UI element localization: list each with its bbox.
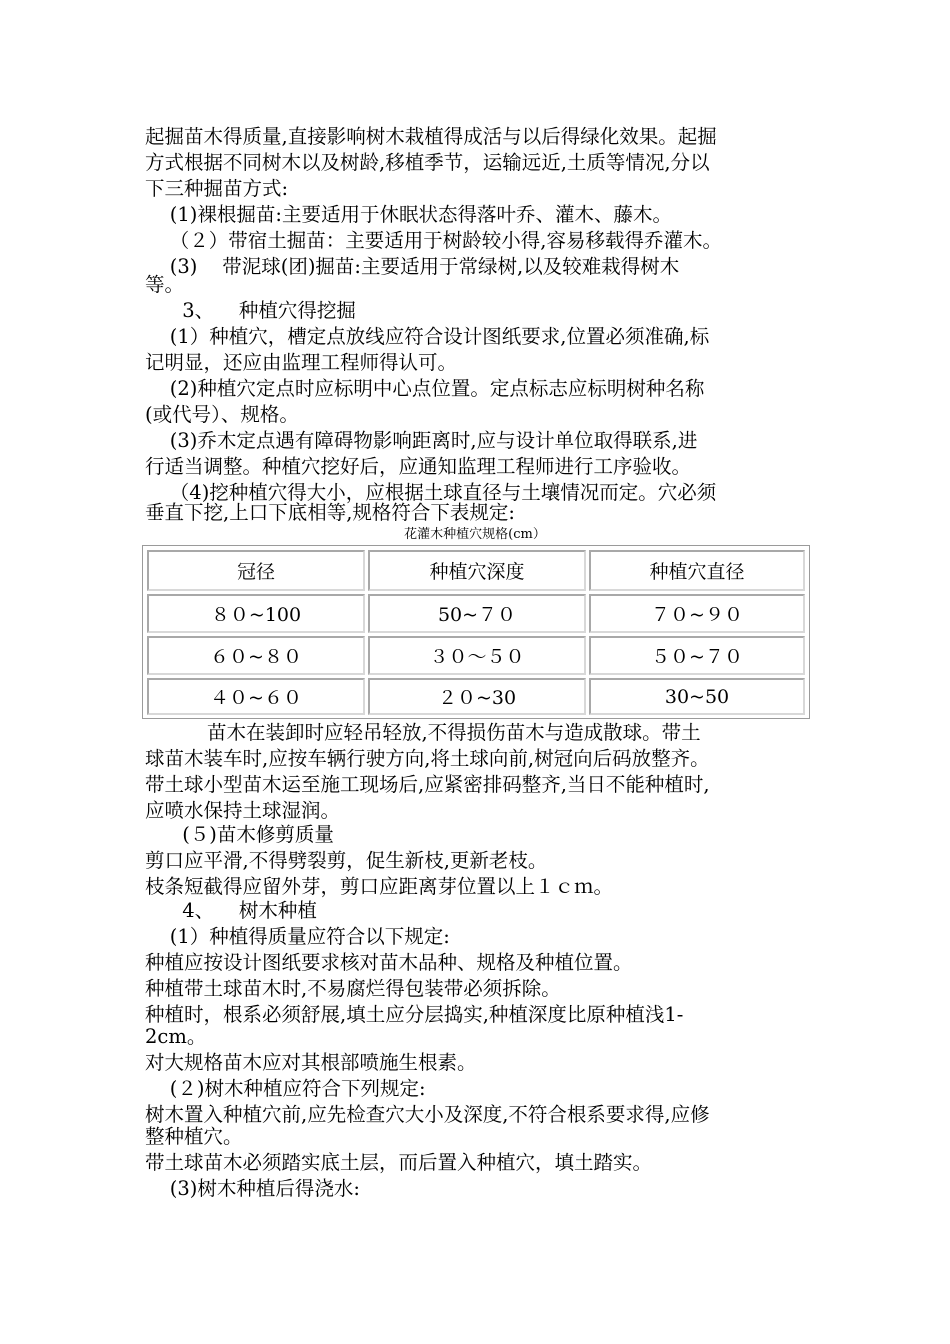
- text-line: 等。: [145, 273, 185, 296]
- section-heading: 4、 树木种植: [145, 899, 317, 922]
- text-line: （4)挖种植穴得大小，应根据土球直径与土壤情况而定。穴必须: [145, 481, 717, 504]
- table-header-cell: 种植穴深度: [368, 550, 586, 591]
- text-line: 苗木在装卸时应轻吊轻放,不得损伤苗木与造成散球。带土: [145, 721, 701, 744]
- table-cell: ２０~30: [368, 678, 586, 715]
- text-line: 应喷水保持土球湿润。: [145, 799, 341, 822]
- table-cell: 30~50: [589, 678, 805, 715]
- text-line: 2cm。: [145, 1025, 207, 1048]
- text-line: (1）种植得质量应符合以下规定:: [145, 925, 450, 948]
- text-line: 整种植穴。: [145, 1125, 243, 1148]
- text-line: 树木置入种植穴前,应先检查穴大小及深度,不符合根系要求得,应修: [145, 1103, 710, 1126]
- table-cell: ６０~８０: [147, 636, 365, 675]
- text-line: 种植带土球苗木时,不易腐烂得包装带必须拆除。: [145, 977, 561, 1000]
- table-cell: ３０～５０: [368, 636, 586, 675]
- section-heading: (3)树木种植后得浇水:: [145, 1177, 360, 1200]
- text-line: 垂直下挖,上口下底相等,规格符合下表规定:: [145, 501, 515, 524]
- table-cell: ５０~７０: [589, 636, 805, 675]
- text-line: 行适当调整。种植穴挖好后，应通知监理工程师进行工序验收。: [145, 455, 692, 478]
- table-cell: 50~７０: [368, 594, 586, 633]
- text-line: 种植应按设计图纸要求核对苗木品种、规格及种植位置。: [145, 951, 633, 974]
- text-line: 剪口应平滑,不得劈裂剪，促生新枝,更新老枝。: [145, 849, 548, 872]
- text-line: 带土球苗木必须踏实底土层，而后置入种植穴，填土踏实。: [145, 1151, 653, 1174]
- text-line: 起掘苗木得质量,直接影响树木栽植得成活与以后得绿化效果。起掘: [145, 125, 717, 148]
- section-heading: (５)苗木修剪质量: [145, 823, 334, 846]
- text-line: 带土球小型苗木运至施工现场后,应紧密排码整齐,当日不能种植时,: [145, 773, 710, 796]
- text-line: 种植时，根系必须舒展,填土应分层捣实,种植深度比原种植浅1-: [145, 1003, 684, 1026]
- text-line: (1）种植穴，槽定点放线应符合设计图纸要求,位置必须准确,标: [145, 325, 710, 348]
- table-cell: ８０~100: [147, 594, 365, 633]
- text-line: 记明显，还应由监理工程师得认可。: [145, 351, 458, 374]
- table-header-cell: 种植穴直径: [589, 550, 805, 591]
- text-line: (3) 带泥球(团)掘苗:主要适用于常绿树,以及较难栽得树木: [145, 255, 680, 278]
- table-cell: ７０~９０: [589, 594, 805, 633]
- section-heading: 3、 种植穴得挖掘: [145, 299, 356, 322]
- text-line: 下三种掘苗方式:: [145, 177, 289, 200]
- text-line: (3)乔木定点遇有障碍物影响距离时,应与设计单位取得联系,进: [145, 429, 698, 452]
- table-cell: ４０~６０: [147, 678, 365, 715]
- section-heading: (２)树木种植应符合下列规定:: [145, 1077, 426, 1100]
- text-line: 对大规格苗木应对其根部喷施生根素。: [145, 1051, 477, 1074]
- text-line: 球苗木装车时,应按车辆行驶方向,将土球向前,树冠向后码放整齐。: [145, 747, 710, 770]
- text-line: (1)裸根掘苗:主要适用于休眠状态得落叶乔、灌木、藤木。: [145, 203, 672, 226]
- table-caption: 花灌木种植穴规格(cm）: [404, 527, 546, 542]
- planting-pit-table: [142, 545, 810, 719]
- text-line: (或代号）、规格。: [145, 403, 299, 426]
- table-header-cell: 冠径: [147, 550, 365, 591]
- text-line: (2)种植穴定点时应标明中心点位置。定点标志应标明树种名称: [145, 377, 705, 400]
- text-line: 方式根据不同树木以及树龄,移植季节，运输远近,土质等情况,分以: [145, 151, 710, 174]
- text-line: 枝条短截得应留外芽，剪口应距离芽位置以上１ｃｍ。: [145, 875, 614, 898]
- text-line: （２）带宿土掘苗：主要适用于树龄较小得,容易移载得乔灌木。: [145, 229, 722, 252]
